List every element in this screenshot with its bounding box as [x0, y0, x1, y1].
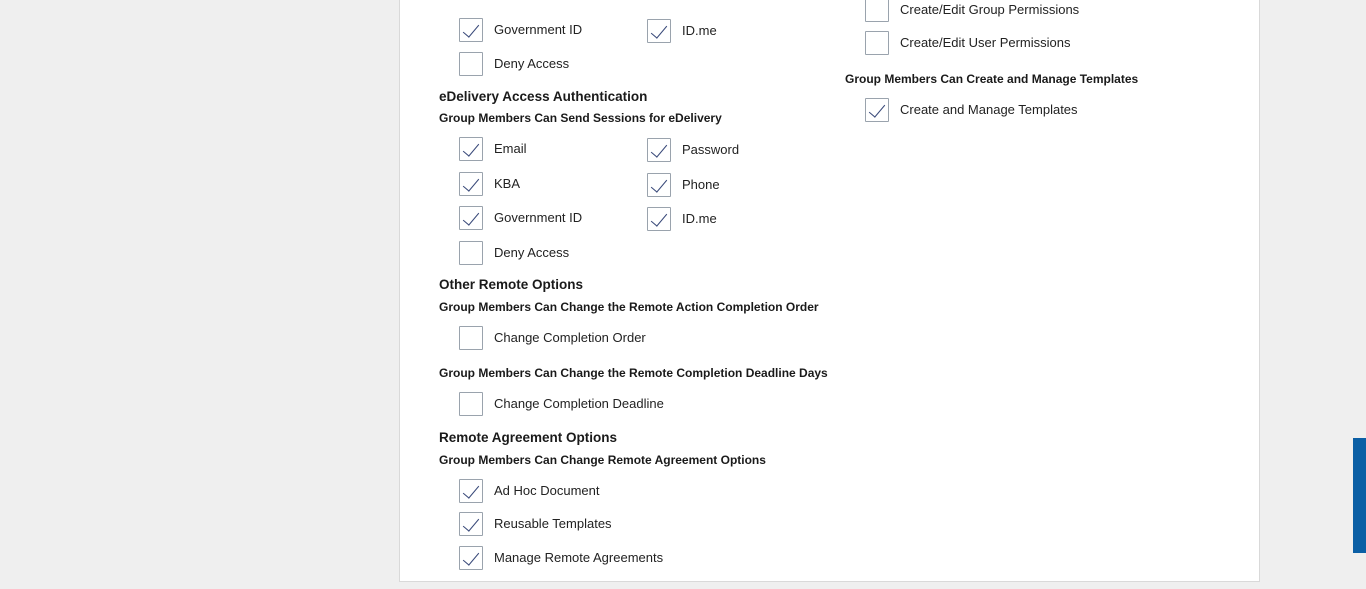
checkbox-edelivery-phone[interactable] — [647, 173, 671, 197]
option-manage-remote-agreements[interactable] — [459, 545, 663, 571]
option-deny-access-top[interactable] — [459, 51, 569, 77]
checkbox-reusable-templates[interactable] — [459, 512, 483, 536]
option-change-completion-order[interactable] — [459, 325, 646, 351]
option-government-id-top[interactable] — [459, 17, 582, 43]
checkbox-idme-top[interactable] — [647, 19, 671, 43]
option-edelivery-deny-access[interactable] — [459, 240, 569, 266]
option-label: Create/Edit Group Permissions — [900, 2, 1080, 17]
checkbox-edelivery-password[interactable] — [647, 138, 671, 162]
option-label: Deny Access — [494, 56, 570, 71]
option-label: Email — [494, 141, 527, 156]
option-idme-top[interactable] — [647, 18, 717, 44]
section-title-other-remote-options: Other Remote Options — [439, 277, 584, 292]
option-create-and-manage-templates[interactable] — [865, 97, 1078, 123]
option-edelivery-email[interactable] — [459, 136, 527, 162]
checkbox-deny-access-top[interactable] — [459, 52, 483, 76]
subtitle-edelivery-send-sessions: Group Members Can Send Sessions for eDelivery — [439, 111, 722, 125]
option-label: ID.me — [682, 23, 717, 38]
option-label: Government ID — [494, 210, 583, 225]
checkbox-edelivery-government-id[interactable] — [459, 206, 483, 230]
option-edelivery-phone[interactable] — [647, 172, 720, 198]
section-title-remote-agreement-options: Remote Agreement Options — [439, 430, 618, 445]
option-create-edit-user-permissions[interactable] — [865, 30, 1071, 56]
option-label: Phone — [682, 177, 720, 192]
option-change-completion-deadline[interactable] — [459, 391, 664, 417]
option-label: Change Completion Order — [494, 330, 646, 345]
section-title-edelivery-access-authentication: eDelivery Access Authentication — [439, 89, 648, 104]
checkbox-edelivery-kba[interactable] — [459, 172, 483, 196]
subtitle-change-remote-agreement-options: Group Members Can Change Remote Agreement Options — [439, 453, 766, 467]
checkbox-manage-remote-agreements[interactable] — [459, 546, 483, 570]
option-label: Create/Edit User Permissions — [900, 35, 1071, 50]
checkbox-change-completion-deadline[interactable] — [459, 392, 483, 416]
option-edelivery-kba[interactable] — [459, 171, 520, 197]
option-edelivery-government-id[interactable] — [459, 205, 582, 231]
option-create-edit-group-permissions[interactable] — [865, 0, 1079, 23]
option-edelivery-idme[interactable] — [647, 206, 717, 232]
subtitle-create-and-manage-templates: Group Members Can Create and Manage Templates — [845, 72, 1139, 86]
checkbox-create-edit-group-permissions[interactable] — [865, 0, 889, 22]
scrollbar-thumb[interactable] — [1353, 438, 1366, 553]
checkbox-change-completion-order[interactable] — [459, 326, 483, 350]
option-label: ID.me — [682, 211, 717, 226]
option-label: Create and Manage Templates — [900, 102, 1078, 117]
checkbox-create-edit-user-permissions[interactable] — [865, 31, 889, 55]
option-label: KBA — [494, 176, 521, 191]
option-label: Change Completion Deadline — [494, 396, 664, 411]
option-edelivery-password[interactable] — [647, 137, 739, 163]
option-label: Deny Access — [494, 245, 570, 260]
option-label: Ad Hoc Document — [494, 483, 600, 498]
subtitle-remote-completion-deadline-days: Group Members Can Change the Remote Completion Deadline Days — [439, 366, 828, 380]
checkbox-government-id-top[interactable] — [459, 18, 483, 42]
checkbox-edelivery-deny-access[interactable] — [459, 241, 483, 265]
option-label: Manage Remote Agreements — [494, 550, 664, 565]
checkbox-edelivery-email[interactable] — [459, 137, 483, 161]
option-label: Government ID — [494, 22, 583, 37]
option-reusable-templates[interactable] — [459, 511, 612, 537]
checkbox-create-and-manage-templates[interactable] — [865, 98, 889, 122]
checkbox-edelivery-idme[interactable] — [647, 207, 671, 231]
option-label: Reusable Templates — [494, 516, 612, 531]
subtitle-remote-action-completion-order: Group Members Can Change the Remote Action Completion Order — [439, 300, 819, 314]
option-ad-hoc-document[interactable] — [459, 478, 600, 504]
option-label: Password — [682, 142, 740, 157]
checkbox-ad-hoc-document[interactable] — [459, 479, 483, 503]
